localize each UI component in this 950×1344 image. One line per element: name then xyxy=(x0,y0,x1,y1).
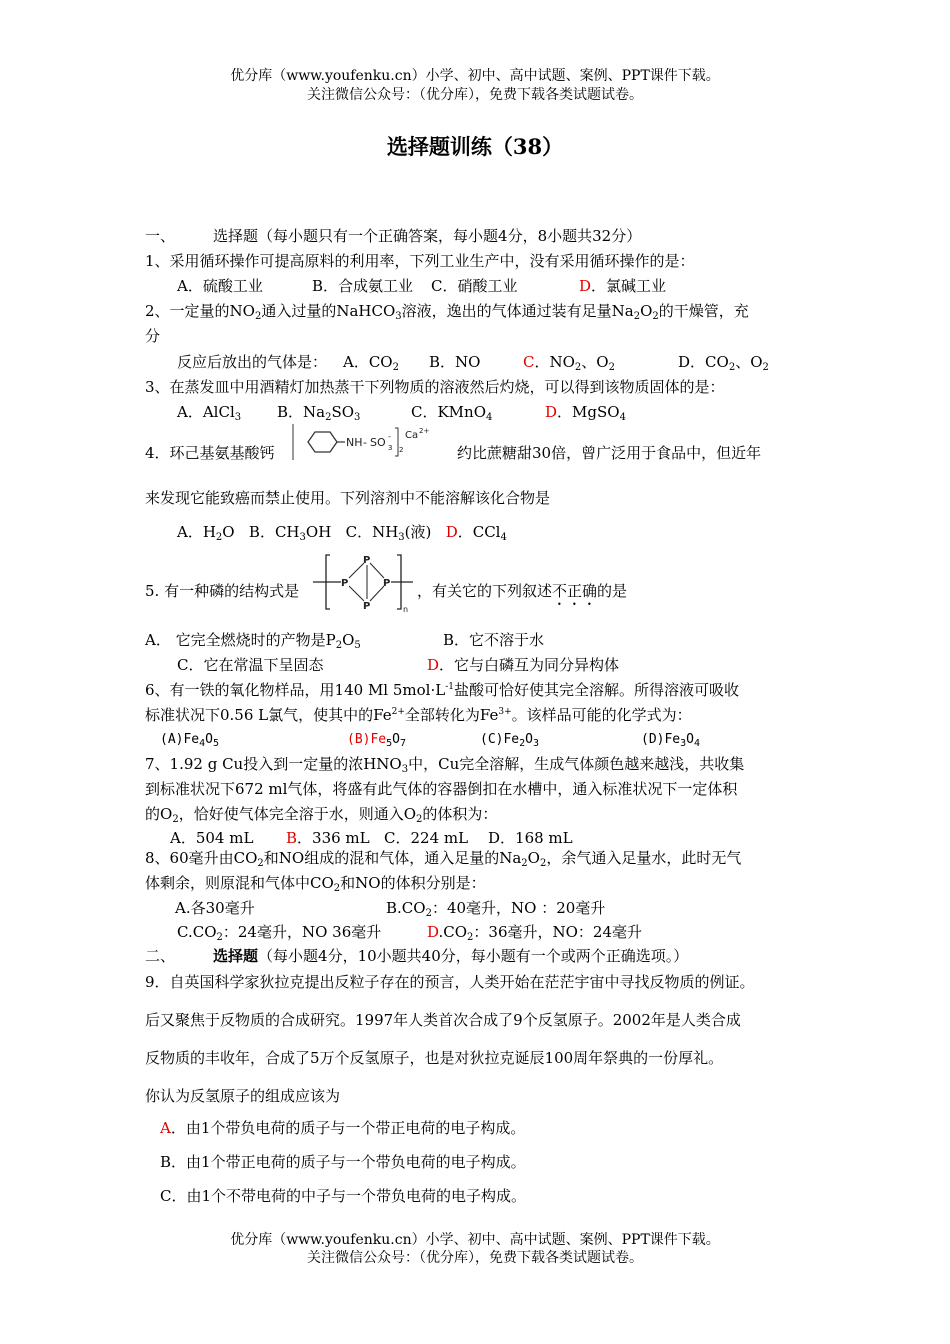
formula-sub3: 3 xyxy=(388,444,393,452)
q3-option-d: D．MgSO$_4$ xyxy=(545,403,626,423)
header-line-1: 优分库（www.youfenku.cn）小学、初中、高中试题、案例、PPT课件下载。 xyxy=(230,68,720,84)
q2-option-b: B．NO xyxy=(429,353,481,371)
question-3-stem: 3、在蒸发皿中用酒精灯加热蒸干下列物质的溶液然后灼烧，可以得到该物质固体的是： xyxy=(145,378,725,396)
question-9-stem: 9．自英国科学家狄拉克提出反粒子存在的预言，人类开始在茫茫宇宙中寻找反物质的例证。 xyxy=(145,973,755,991)
section-note: （每小题只有一个正确答案，每小题4分，8小题共32分） xyxy=(258,227,642,245)
footer-line-2: 关注微信公众号：（优分库），免费下载各类试题试卷。 xyxy=(307,1250,643,1266)
q1-option-d: D．氯碱工业 xyxy=(579,277,667,295)
formula-minus: - xyxy=(388,432,391,441)
q2-option-d: D．$CO_2$、$O_2$ xyxy=(678,353,769,373)
question-5-stem-cont: ，有关它的下列叙述不正确的是 xyxy=(417,582,628,600)
question-9-stem-line3: 反物质的丰收年，合成了5万个反氢原子，也是对狄拉克诞辰100周年祭典的一份厚礼。 xyxy=(145,1049,724,1067)
cyclamate-formula-image xyxy=(290,422,450,462)
question-4-stem-cont: 约比蔗糖甜30倍，曾广泛用于食品中，但近年 xyxy=(457,444,762,462)
q5-option-b: B．它不溶于水 xyxy=(443,631,545,649)
q7-option-c: C．224 mL xyxy=(384,829,469,847)
header-line-2: 关注微信公众号：（优分库），免费下载各类试题试卷。 xyxy=(307,87,643,103)
formula-dash: - xyxy=(363,436,367,449)
p-atom-bottom: P xyxy=(363,601,371,612)
q7-option-d: D．168 mL xyxy=(488,829,573,847)
q4-option-b: B．$CH_3OH$ xyxy=(248,523,332,543)
q2-option-c: C．$NO_2$、$O_2$ xyxy=(523,353,615,373)
q5-option-c: C．它在常温下呈固态 xyxy=(177,656,324,674)
q1-option-a: A．硫酸工业 xyxy=(177,277,263,295)
q4-option-a: A．$H_2O$ xyxy=(177,523,235,543)
q2-lead: 反应后放出的气体是： xyxy=(177,353,328,371)
q9-option-a: A．由1个带负电荷的质子与一个带正电荷的电子构成。 xyxy=(160,1119,526,1137)
footer-line-1: 优分库（www.youfenku.cn）小学、初中、高中试题、案例、PPT课件下载。 xyxy=(230,1232,720,1248)
page-title: 选择题训练（38） xyxy=(386,134,564,159)
question-6-stem-cont: 标准状况下0.56 L氯气，使其中的$Fe^{2+}$全部转化为$Fe^{3+}$。该样品可能的化学式为： xyxy=(145,706,692,724)
p-atom-left: P xyxy=(341,578,349,589)
q6-option-a: $(A)Fe_4O_5$ xyxy=(160,732,220,749)
question-7-stem: 7、1.92 g Cu投入到一定量的浓$HNO_3$中，Cu完全溶解，生成气体颜色越来越浅，共收集 xyxy=(145,755,745,775)
question-9-stem-line4: 你认为反氢原子的组成应该为 xyxy=(145,1087,341,1105)
q1-option-c: C．硝酸工业 xyxy=(431,277,518,295)
q9-option-c: C．由1个不带电荷的中子与一个带负电荷的电子构成。 xyxy=(160,1187,527,1205)
section-name: 选择题 xyxy=(213,227,259,245)
formula-nh: NH xyxy=(346,436,363,449)
formula-charge: 2+ xyxy=(419,427,430,435)
q1-option-b: B．合成氨工业 xyxy=(312,277,414,295)
question-7-stem-line3: 的$O_2$，恰好使气体完全溶于水，则通入$O_2$的体积为： xyxy=(145,805,498,825)
q5-option-d: D．它与白磷互为同分异构体 xyxy=(427,656,620,674)
q4-option-d: D．CCl$_4$ xyxy=(445,523,507,543)
question-7-stem-line2: 到标准状况下672 ml气体，将盛有此气体的容器倒扣在水槽中，通入标准状况下一定体积 xyxy=(145,780,738,798)
question-2-stem: 2、一定量的$NO_2$通入过量的NaHCO$_3$溶液，逸出的气体通过装有足量$Na_2O_2$的干燥管，充 xyxy=(145,302,749,322)
question-5-stem: 5. 有一种磷的结构式是 xyxy=(145,582,300,600)
polymer-n: n xyxy=(403,605,409,613)
question-9-stem-line2: 后又聚焦于反物质的合成研究。1997年人类首次合成了9个反氢原子。2002年是人类合成 xyxy=(145,1011,741,1029)
q6-option-c: $(C)Fe_2O_3$ xyxy=(480,732,540,749)
section-number: 一、 xyxy=(145,227,176,245)
question-8-stem: 8、60毫升由$CO_2$和NO组成的混和气体，通入足量的$Na_2O_2$，余气通入足量水，此时无气 xyxy=(145,849,742,869)
p-atom-right: P xyxy=(383,578,391,589)
emphasis-text: 不正确 xyxy=(552,582,598,600)
question-4-stem-line2: 来发现它能致癌而禁止使用。下列溶剂中不能溶解该化合物是 xyxy=(145,489,551,507)
q8-option-c: $C.CO_2$：24毫升，NO 36毫升 xyxy=(177,923,382,943)
q8-option-a: A.各30毫升 xyxy=(175,899,255,917)
formula-ca: Ca xyxy=(405,430,419,441)
q6-option-b: $(B)Fe_5O_7$ xyxy=(347,732,407,749)
q5-option-a: A． 它完全燃烧时的产物是$P_2O_5$ xyxy=(145,631,361,651)
question-8-stem-line2: 体剩余，则原混和气体中$CO_2$和NO的体积分别是： xyxy=(145,874,486,894)
q7-option-a: A．504 mL xyxy=(170,829,254,847)
q8-option-b: $B.CO_2$：40毫升，NO ：20毫升 xyxy=(386,899,606,919)
formula-sub2: 2 xyxy=(399,446,404,454)
q3-option-c: C．KMnO$_4$ xyxy=(411,403,493,423)
q9-option-b: B．由1个带正电荷的质子与一个带负电荷的电子构成。 xyxy=(160,1153,526,1171)
p-atom-top: P xyxy=(363,555,371,566)
formula-so: SO xyxy=(370,436,386,449)
section-2-heading: 二、 选择题（每小题4分，10小题共40分，每小题有一个或两个正确选项。） xyxy=(145,947,689,965)
q2-option-a: A．$CO_2$ xyxy=(343,353,399,373)
question-1-stem: 1、采用循环操作可提高原料的利用率，下列工业生产中，没有采用循环操作的是： xyxy=(145,252,695,270)
phosphorus-structure-image xyxy=(313,551,419,613)
q7-option-b: B．336 mL xyxy=(286,829,370,847)
question-6-stem: 6、有一铁的氧化物样品，用140 Ml $5mol\cdot L^{-1}$盐酸可恰好使其完全溶解。所得溶液可吸收 xyxy=(145,681,739,699)
q4-option-c: C．$NH_3$(液) xyxy=(345,523,432,543)
q8-option-d: $D.CO_2$：36毫升，NO：24毫升 xyxy=(427,923,643,943)
answer-letter: D xyxy=(579,277,592,295)
q3-option-a: A．AlCl$_3$ xyxy=(177,403,242,423)
question-2-stem-cont: 分 xyxy=(145,327,161,345)
q4-options xyxy=(177,522,507,542)
section-1-heading xyxy=(145,226,641,246)
q6-option-d: $(D)Fe_3O_4$ xyxy=(641,732,701,749)
q3-option-b: B．$Na_2SO_3$ xyxy=(277,403,361,423)
question-4-stem: 4．环己基氨基酸钙 xyxy=(145,444,275,462)
